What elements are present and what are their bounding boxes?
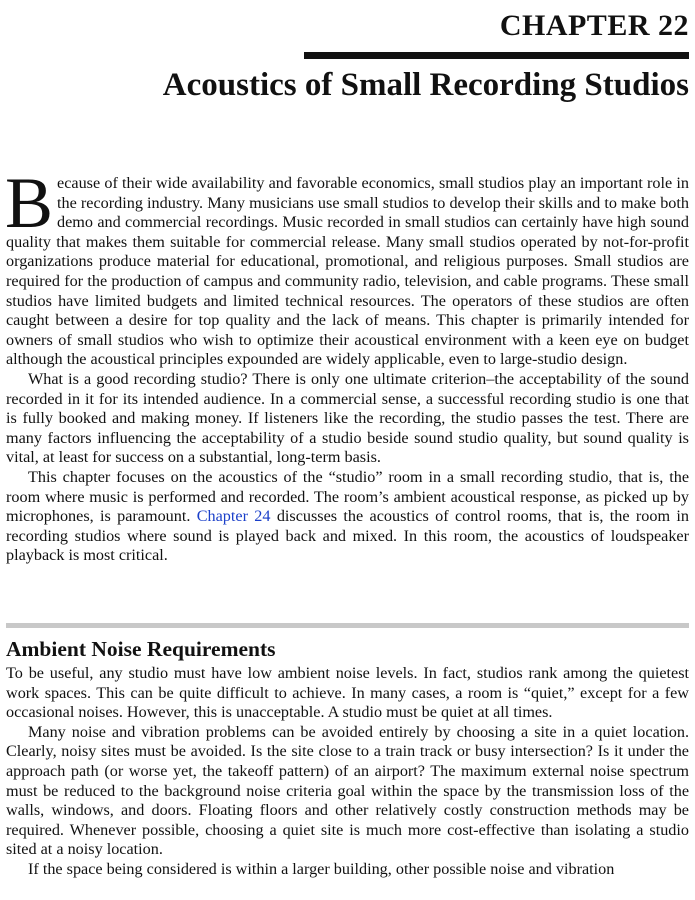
section-paragraph-2: Many noise and vibration problems can be avoided entirely by choosing a site in a quiet location. Clearly, noisy sites must be avoided. Is the site close to a train track or busy intersection? Is it under the approach path (or worse yet, the takeoff pattern) of an airport? The maximum external noise spectrum must be reduced to the background noise criteria goal within the space by the transmission loss of the walls, windows, and doors. Floating floors and other relatively costly construction methods may be required. Whenever possible, choosing a quiet site is much more cost-effective than isolating a studio sited at a noisy location. [6, 722, 689, 859]
intro-section [5, 163, 690, 566]
section-body [6, 664, 689, 880]
drop-cap: B [5, 163, 54, 243]
section-heading: Ambient Noise Requirements [6, 637, 276, 661]
intro-paragraph-3-text-b: discusses the acoustics of control rooms, that is, the room in recording studios where sound is played back and mixed. In this room, the acoustics of loudspeaker playback is most critical. [6, 507, 690, 565]
intro-paragraph-3 [6, 468, 689, 566]
chapter-rule [304, 52, 689, 59]
section-divider [6, 623, 689, 628]
intro-paragraph-1-text: ecause of their wide availability and favorable economics, small studios play an important role in the recording industry. Many musicians use small studios to develop their skills and to make both demo and commercial recordings. Music recorded in small studios can certainly have high sound quality that makes them suitable for commercial release. Many small studios operated by not-for-profit organizations produce material for educational, promotional, and religious purposes. Small studios are required for the production of campus and community radio, television, and cable programs. These small studios have limited budgets and limited technical resources. The operators of these studios are often caught between a desire for top quality and the lack of means. This chapter is primarily intended for owners of small studios who wish to optimize their acoustical environment with a keen eye on budget although the acoustical principles expounded are widely applicable, even to large-studio design. [6, 174, 689, 369]
chapter-title: Acoustics of Small Recording Studios [162, 67, 689, 103]
section-paragraph-3: If the space being considered is within a larger building, other possible noise and vibration [28, 859, 615, 878]
chapter-label: CHAPTER 22 [499, 9, 689, 42]
chapter-24-link[interactable]: Chapter 24 [196, 507, 271, 526]
section-paragraph-1: To be useful, any studio must have low ambient noise levels. In fact, studios rank among the quietest work spaces. This can be quite difficult to achieve. In many cases, a room is “quiet,” except for a few occasional noises. However, this is unacceptable. A studio must be quiet at all times. [6, 664, 689, 722]
intro-paragraph-3-text-a: This chapter focuses on the acoustics of the “studio” room in a small recording studio, that is, the room where music is performed and recorded. The room’s ambient acoustical response, as picked up by microphones, is paramount. [6, 467, 689, 526]
intro-paragraph-1 [5, 163, 689, 370]
intro-paragraph-2: What is a good recording studio? There is only one ultimate criterion–the acceptability of the sound recorded in it for its intended audience. In a commercial sense, a successful recording studio is one that is fully booked and making money. If listeners like the recording, the studio passes the test. There are many factors influencing the acceptability of a studio beside sound studio quality, but sound quality is vital, at least for success on a substantial, long-term basis. [6, 369, 689, 467]
